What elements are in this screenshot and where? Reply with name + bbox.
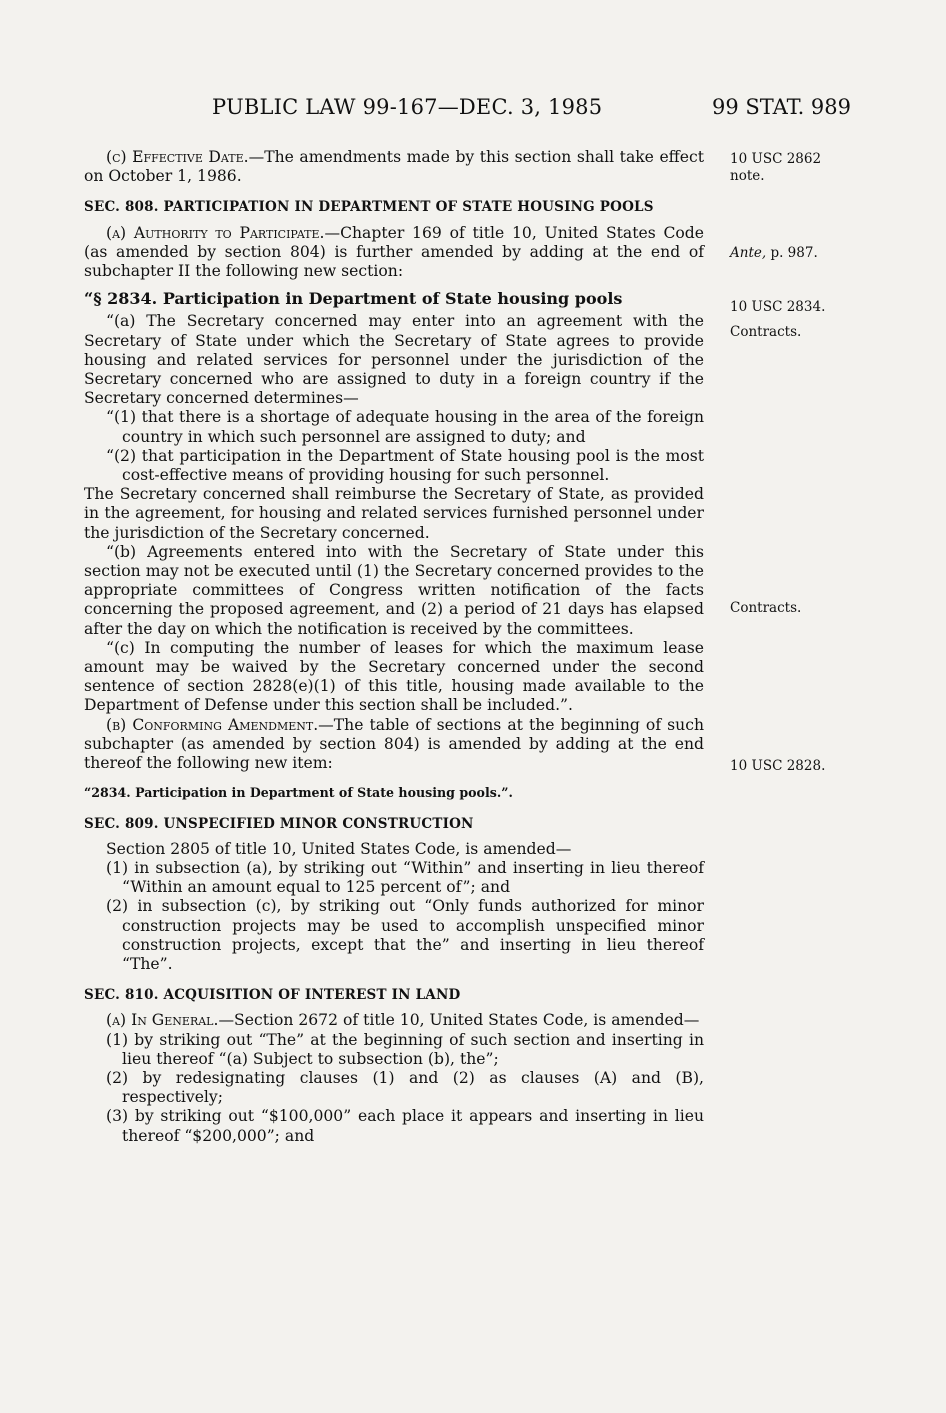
sec-808-a-label: (a) Authority to Participate. bbox=[106, 223, 325, 242]
effective-date-paragraph bbox=[84, 148, 704, 186]
sec-810-a-text: —Section 2672 of title 10, United States Code, is amended— bbox=[218, 1011, 700, 1030]
sec-808-b-paragraph bbox=[84, 716, 704, 774]
sec-808-heading: SEC. 808. PARTICIPATION IN DEPARTMENT OF STATE HOUSING POOLS bbox=[84, 199, 654, 216]
section-2834-reimburse: The Secretary concerned shall reimburse the Secretary of State, as provided in the agreement, for housing and related services furnished personnel under the jurisdiction of the Secretary concerned. bbox=[84, 485, 704, 542]
effective-date-text: —The amendments made by this section shall take effect on October 1, 1986. bbox=[84, 148, 704, 186]
sec-808-a-paragraph bbox=[84, 224, 704, 282]
page-header-title: PUBLIC LAW 99-167—DEC. 3, 1985 bbox=[212, 95, 603, 119]
margin-note-ante bbox=[730, 245, 840, 262]
sec-809-intro: Section 2805 of title 10, United States Code, is amended— bbox=[106, 839, 572, 858]
table-new-item: “2834. Participation in Department of State housing pools.”. bbox=[84, 785, 513, 801]
sec-810-item-2: (2) by redesignating clauses (1) and (2) as clauses (A) and (B), respectively; bbox=[106, 1068, 704, 1107]
section-2834-item-2: “(2) that participation in the Department of State housing pool is the most cost-effective means of providing housing for such personnel. bbox=[106, 446, 704, 485]
section-2834-title: “§ 2834. Participation in Department of State housing pools bbox=[84, 289, 623, 309]
sec-810-item-3: (3) by striking out “$100,000” each place it appears and inserting in lieu thereof “$200,000”; and bbox=[106, 1107, 704, 1145]
section-2834-item-1: “(1) that there is a shortage of adequate housing in the area of the foreign country in which such personnel are assigned to duty; and bbox=[106, 408, 704, 446]
margin-note-ante-page: p. 987. bbox=[766, 245, 818, 261]
sec-810-a-label: (a) In General. bbox=[106, 1011, 219, 1030]
margin-note-contracts-1: Contracts. bbox=[730, 324, 802, 340]
section-2834-para-a: “(a) The Secretary concerned may enter into an agreement with the Secretary of State under which the Secretary of State agrees to provide housing and related services for personnel under the jurisdiction of the Secretary concerned who are assigned to duty in a foreign country if the Secretary concerned determines— bbox=[84, 312, 704, 408]
section-2834-para-c: “(c) In computing the number of leases for which the maximum lease amount may be waived by the Secretary concerned under the second sentence of section 2828(e)(1) of this title, housing made available to the Department of Defense under this section shall be included.”. bbox=[84, 638, 704, 715]
page-header-stat: 99 STAT. 989 bbox=[712, 95, 852, 119]
margin-note-contracts-2: Contracts. bbox=[730, 600, 802, 616]
margin-note-usc-2862 bbox=[730, 151, 840, 185]
body-text bbox=[84, 148, 704, 1146]
sec-809-item-2: (2) in subsection (c), by striking out “Only funds authorized for minor construction projects may be used to accomplish unspecified minor construction projects, except that the” and inserting in lieu thereof “The”. bbox=[106, 897, 704, 973]
margin-note-usc-2834: 10 USC 2834. bbox=[730, 299, 826, 315]
sec-808-b-label: (b) Conforming Amendment. bbox=[106, 715, 319, 734]
sec-808-b-text: —The table of sections at the beginning of such subchapter (as amended by section 804) is amended by adding at the end thereof the following new item: bbox=[84, 715, 704, 773]
sec-810-a-paragraph bbox=[84, 1011, 704, 1030]
section-2834-para-b: “(b) Agreements entered into with the Secretary of State under this section may not be executed until (1) the Secretary concerned provides to the appropriate committees of Congress written notification of the facts concerning the proposed agreement, and (2) a period of 21 days has elapsed after the day on which the notification is received by the committees. bbox=[84, 542, 704, 638]
sec-810-item-1: (1) by striking out “The” at the beginning of such section and inserting in lieu thereof “(a) Subject to subsection (b), the”; bbox=[106, 1030, 704, 1068]
margin-note-ante-label: Ante, bbox=[730, 245, 767, 261]
sec-808-a-text: —Chapter 169 of title 10, United States Code (as amended by section 804) is further amended by adding at the end of subchapter II the following new section: bbox=[84, 223, 704, 281]
margin-note-usc-2862-line1: 10 USC 2862 bbox=[730, 151, 822, 167]
margin-note-usc-2862-line2: note. bbox=[730, 168, 765, 184]
effective-date-label: (c) Effective Date. bbox=[106, 148, 249, 166]
margin-note-usc-2828: 10 USC 2828. bbox=[730, 758, 826, 774]
sec-809-heading: SEC. 809. UNSPECIFIED MINOR CONSTRUCTION bbox=[84, 815, 474, 832]
sec-809-item-1: (1) in subsection (a), by striking out “Within” and inserting in lieu thereof “Within an amount equal to 125 percent of”; and bbox=[106, 858, 704, 897]
sec-810-heading: SEC. 810. ACQUISITION OF INTEREST IN LAND bbox=[84, 987, 461, 1004]
